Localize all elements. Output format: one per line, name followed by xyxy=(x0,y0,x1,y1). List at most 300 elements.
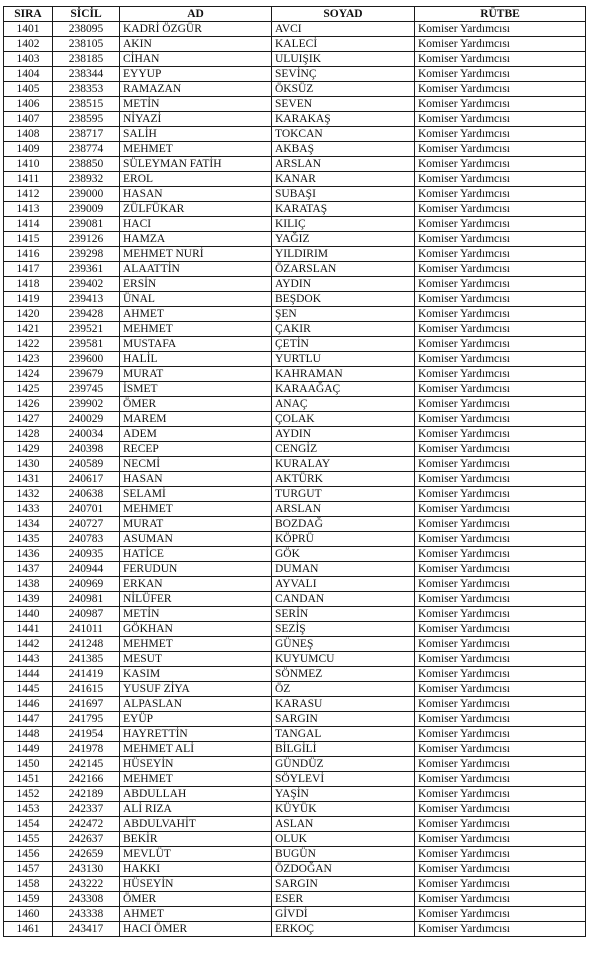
rutbe-cell: Komiser Yardımcısı xyxy=(415,322,586,337)
ad-cell: ALİ RIZA xyxy=(120,802,272,817)
sira-cell: 1442 xyxy=(4,637,53,652)
table-row xyxy=(4,352,586,367)
sicil-cell: 239361 xyxy=(53,262,120,277)
table-row xyxy=(4,577,586,592)
sira-cell: 1411 xyxy=(4,172,53,187)
ad-cell: HASAN xyxy=(120,472,272,487)
sira-cell: 1451 xyxy=(4,772,53,787)
sira-cell: 1456 xyxy=(4,847,53,862)
sicil-cell: 239521 xyxy=(53,322,120,337)
rutbe-cell: Komiser Yardımcısı xyxy=(415,772,586,787)
table-header xyxy=(4,7,586,22)
soyad-cell: GÜNDÜZ xyxy=(272,757,415,772)
rutbe-cell: Komiser Yardımcısı xyxy=(415,712,586,727)
table-row xyxy=(4,697,586,712)
soyad-cell: ARSLAN xyxy=(272,502,415,517)
table-row xyxy=(4,82,586,97)
sira-cell: 1402 xyxy=(4,37,53,52)
ad-cell: HALİL xyxy=(120,352,272,367)
soyad-cell: BİLGİLİ xyxy=(272,742,415,757)
soyad-cell: KALECİ xyxy=(272,37,415,52)
rutbe-cell: Komiser Yardımcısı xyxy=(415,427,586,442)
ad-cell: EYYUP xyxy=(120,67,272,82)
ad-cell: HAYRETTİN xyxy=(120,727,272,742)
ad-cell: HASAN xyxy=(120,187,272,202)
sicil-cell: 239126 xyxy=(53,232,120,247)
table-row xyxy=(4,127,586,142)
table-row xyxy=(4,277,586,292)
sicil-cell: 240727 xyxy=(53,517,120,532)
ad-cell: MEHMET xyxy=(120,502,272,517)
rutbe-cell: Komiser Yardımcısı xyxy=(415,262,586,277)
sira-cell: 1410 xyxy=(4,157,53,172)
table-row xyxy=(4,307,586,322)
table-row xyxy=(4,622,586,637)
rutbe-cell: Komiser Yardımcısı xyxy=(415,232,586,247)
sicil-cell: 243338 xyxy=(53,907,120,922)
ad-cell: METİN xyxy=(120,607,272,622)
rutbe-cell: Komiser Yardımcısı xyxy=(415,157,586,172)
ad-cell: MEHMET xyxy=(120,142,272,157)
sira-cell: 1439 xyxy=(4,592,53,607)
table-row xyxy=(4,457,586,472)
sicil-cell: 241385 xyxy=(53,652,120,667)
sira-cell: 1404 xyxy=(4,67,53,82)
rutbe-cell: Komiser Yardımcısı xyxy=(415,277,586,292)
table-row xyxy=(4,67,586,82)
ad-cell: CİHAN xyxy=(120,52,272,67)
rutbe-cell: Komiser Yardımcısı xyxy=(415,832,586,847)
table-row xyxy=(4,412,586,427)
soyad-cell: BUGÜN xyxy=(272,847,415,862)
sira-cell: 1449 xyxy=(4,742,53,757)
rutbe-cell: Komiser Yardımcısı xyxy=(415,682,586,697)
sira-cell: 1457 xyxy=(4,862,53,877)
sicil-cell: 242189 xyxy=(53,787,120,802)
rutbe-cell: Komiser Yardımcısı xyxy=(415,202,586,217)
sicil-cell: 240589 xyxy=(53,457,120,472)
rutbe-cell: Komiser Yardımcısı xyxy=(415,877,586,892)
table-row xyxy=(4,427,586,442)
soyad-cell: ÖZDOĞAN xyxy=(272,862,415,877)
ad-cell: METİN xyxy=(120,97,272,112)
soyad-cell: CANDAN xyxy=(272,592,415,607)
sicil-cell: 239428 xyxy=(53,307,120,322)
sicil-cell: 240398 xyxy=(53,442,120,457)
sira-cell: 1460 xyxy=(4,907,53,922)
sicil-cell: 238774 xyxy=(53,142,120,157)
soyad-cell: ESER xyxy=(272,892,415,907)
soyad-cell: KILIÇ xyxy=(272,217,415,232)
ad-cell: ABDULVAHİT xyxy=(120,817,272,832)
sira-cell: 1424 xyxy=(4,367,53,382)
sira-cell: 1431 xyxy=(4,472,53,487)
rutbe-cell: Komiser Yardımcısı xyxy=(415,862,586,877)
soyad-cell: SÖNMEZ xyxy=(272,667,415,682)
ad-cell: ABDULLAH xyxy=(120,787,272,802)
sicil-cell: 243417 xyxy=(53,922,120,937)
soyad-cell: AYDIN xyxy=(272,427,415,442)
sira-cell: 1433 xyxy=(4,502,53,517)
sira-cell: 1461 xyxy=(4,922,53,937)
rutbe-cell: Komiser Yardımcısı xyxy=(415,142,586,157)
soyad-cell: OLUK xyxy=(272,832,415,847)
ad-cell: ZÜLFÜKAR xyxy=(120,202,272,217)
rutbe-cell: Komiser Yardımcısı xyxy=(415,652,586,667)
table-row xyxy=(4,292,586,307)
personnel-table xyxy=(3,6,586,937)
rutbe-cell: Komiser Yardımcısı xyxy=(415,817,586,832)
table-row xyxy=(4,727,586,742)
sicil-cell: 239581 xyxy=(53,337,120,352)
sira-cell: 1432 xyxy=(4,487,53,502)
ad-cell: KASIM xyxy=(120,667,272,682)
header-rutbe: RÜTBE xyxy=(415,7,586,22)
ad-cell: KADRİ ÖZGÜR xyxy=(120,22,272,37)
ad-cell: SÜLEYMAN FATİH xyxy=(120,157,272,172)
table-row xyxy=(4,157,586,172)
rutbe-cell: Komiser Yardımcısı xyxy=(415,172,586,187)
ad-cell: MEHMET xyxy=(120,322,272,337)
ad-cell: YUSUF ZİYA xyxy=(120,682,272,697)
sira-cell: 1440 xyxy=(4,607,53,622)
ad-cell: EROL xyxy=(120,172,272,187)
soyad-cell: KÖPRÜ xyxy=(272,532,415,547)
rutbe-cell: Komiser Yardımcısı xyxy=(415,307,586,322)
soyad-cell: SARGIN xyxy=(272,712,415,727)
ad-cell: EYÜP xyxy=(120,712,272,727)
header-ad: AD xyxy=(120,7,272,22)
soyad-cell: ÇOLAK xyxy=(272,412,415,427)
soyad-cell: BEŞDOK xyxy=(272,292,415,307)
sira-cell: 1414 xyxy=(4,217,53,232)
sira-cell: 1401 xyxy=(4,22,53,37)
soyad-cell: TURGUT xyxy=(272,487,415,502)
table-row xyxy=(4,322,586,337)
sira-cell: 1416 xyxy=(4,247,53,262)
sicil-cell: 239402 xyxy=(53,277,120,292)
sicil-cell: 242637 xyxy=(53,832,120,847)
ad-cell: ALPASLAN xyxy=(120,697,272,712)
sicil-cell: 242659 xyxy=(53,847,120,862)
sicil-cell: 239000 xyxy=(53,187,120,202)
rutbe-cell: Komiser Yardımcısı xyxy=(415,502,586,517)
soyad-cell: KARAKAŞ xyxy=(272,112,415,127)
soyad-cell: CENGİZ xyxy=(272,442,415,457)
table-row xyxy=(4,652,586,667)
soyad-cell: AYVALI xyxy=(272,577,415,592)
table-body xyxy=(4,22,586,937)
ad-cell: AHMET xyxy=(120,307,272,322)
ad-cell: MURAT xyxy=(120,367,272,382)
sicil-cell: 238095 xyxy=(53,22,120,37)
table-row xyxy=(4,682,586,697)
soyad-cell: SEZİŞ xyxy=(272,622,415,637)
rutbe-cell: Komiser Yardımcısı xyxy=(415,52,586,67)
sicil-cell: 241248 xyxy=(53,637,120,652)
header-soyad: SOYAD xyxy=(272,7,415,22)
soyad-cell: ULUIŞIK xyxy=(272,52,415,67)
soyad-cell: KANAR xyxy=(272,172,415,187)
rutbe-cell: Komiser Yardımcısı xyxy=(415,472,586,487)
soyad-cell: KAHRAMAN xyxy=(272,367,415,382)
sicil-cell: 240935 xyxy=(53,547,120,562)
soyad-cell: SARGIN xyxy=(272,877,415,892)
soyad-cell: AKBAŞ xyxy=(272,142,415,157)
rutbe-cell: Komiser Yardımcısı xyxy=(415,922,586,937)
rutbe-cell: Komiser Yardımcısı xyxy=(415,562,586,577)
rutbe-cell: Komiser Yardımcısı xyxy=(415,382,586,397)
ad-cell: SALİH xyxy=(120,127,272,142)
sira-cell: 1420 xyxy=(4,307,53,322)
sira-cell: 1441 xyxy=(4,622,53,637)
sira-cell: 1443 xyxy=(4,652,53,667)
sira-cell: 1406 xyxy=(4,97,53,112)
soyad-cell: YILDIRIM xyxy=(272,247,415,262)
rutbe-cell: Komiser Yardımcısı xyxy=(415,352,586,367)
ad-cell: MEHMET xyxy=(120,772,272,787)
table-row xyxy=(4,847,586,862)
ad-cell: GÖKHAN xyxy=(120,622,272,637)
ad-cell: ALAATTİN xyxy=(120,262,272,277)
rutbe-cell: Komiser Yardımcısı xyxy=(415,37,586,52)
sira-cell: 1455 xyxy=(4,832,53,847)
ad-cell: MEHMET NURİ xyxy=(120,247,272,262)
ad-cell: HÜSEYİN xyxy=(120,877,272,892)
table-row xyxy=(4,892,586,907)
sira-cell: 1405 xyxy=(4,82,53,97)
sicil-cell: 240944 xyxy=(53,562,120,577)
sira-cell: 1430 xyxy=(4,457,53,472)
sira-cell: 1436 xyxy=(4,547,53,562)
ad-cell: MESUT xyxy=(120,652,272,667)
rutbe-cell: Komiser Yardımcısı xyxy=(415,442,586,457)
sira-cell: 1447 xyxy=(4,712,53,727)
soyad-cell: KARASU xyxy=(272,697,415,712)
table-row xyxy=(4,472,586,487)
rutbe-cell: Komiser Yardımcısı xyxy=(415,127,586,142)
sicil-cell: 238932 xyxy=(53,172,120,187)
ad-cell: MEHMET xyxy=(120,637,272,652)
soyad-cell: ASLAN xyxy=(272,817,415,832)
sicil-cell: 239009 xyxy=(53,202,120,217)
table-row xyxy=(4,262,586,277)
rutbe-cell: Komiser Yardımcısı xyxy=(415,82,586,97)
rutbe-cell: Komiser Yardımcısı xyxy=(415,607,586,622)
sira-cell: 1426 xyxy=(4,397,53,412)
sira-cell: 1434 xyxy=(4,517,53,532)
ad-cell: NECMİ xyxy=(120,457,272,472)
soyad-cell: YAĞIZ xyxy=(272,232,415,247)
soyad-cell: TANGAL xyxy=(272,727,415,742)
sicil-cell: 240701 xyxy=(53,502,120,517)
soyad-cell: AKTÜRK xyxy=(272,472,415,487)
soyad-cell: SEVEN xyxy=(272,97,415,112)
rutbe-cell: Komiser Yardımcısı xyxy=(415,97,586,112)
sicil-cell: 242472 xyxy=(53,817,120,832)
sicil-cell: 241795 xyxy=(53,712,120,727)
sira-cell: 1446 xyxy=(4,697,53,712)
table-row xyxy=(4,142,586,157)
sicil-cell: 241978 xyxy=(53,742,120,757)
ad-cell: ERSİN xyxy=(120,277,272,292)
sira-cell: 1453 xyxy=(4,802,53,817)
ad-cell: ÖMER xyxy=(120,397,272,412)
soyad-cell: ÖKSÜZ xyxy=(272,82,415,97)
ad-cell: BEKİR xyxy=(120,832,272,847)
sicil-cell: 241419 xyxy=(53,667,120,682)
table-row xyxy=(4,877,586,892)
ad-cell: FERUDUN xyxy=(120,562,272,577)
sira-cell: 1419 xyxy=(4,292,53,307)
ad-cell: HATİCE xyxy=(120,547,272,562)
sira-cell: 1403 xyxy=(4,52,53,67)
ad-cell: ÜNAL xyxy=(120,292,272,307)
sicil-cell: 243308 xyxy=(53,892,120,907)
table-row xyxy=(4,232,586,247)
sira-cell: 1435 xyxy=(4,532,53,547)
table-row xyxy=(4,247,586,262)
ad-cell: ASUMAN xyxy=(120,532,272,547)
rutbe-cell: Komiser Yardımcısı xyxy=(415,457,586,472)
sicil-cell: 240034 xyxy=(53,427,120,442)
rutbe-cell: Komiser Yardımcısı xyxy=(415,292,586,307)
ad-cell: AHMET xyxy=(120,907,272,922)
ad-cell: MUSTAFA xyxy=(120,337,272,352)
soyad-cell: ERKOÇ xyxy=(272,922,415,937)
rutbe-cell: Komiser Yardımcısı xyxy=(415,487,586,502)
rutbe-cell: Komiser Yardımcısı xyxy=(415,577,586,592)
sira-cell: 1409 xyxy=(4,142,53,157)
table-row xyxy=(4,742,586,757)
sicil-cell: 238344 xyxy=(53,67,120,82)
table-row xyxy=(4,802,586,817)
sicil-cell: 241615 xyxy=(53,682,120,697)
table-row xyxy=(4,502,586,517)
table-row xyxy=(4,112,586,127)
table-row xyxy=(4,757,586,772)
sicil-cell: 242166 xyxy=(53,772,120,787)
rutbe-cell: Komiser Yardımcısı xyxy=(415,67,586,82)
rutbe-cell: Komiser Yardımcısı xyxy=(415,757,586,772)
rutbe-cell: Komiser Yardımcısı xyxy=(415,697,586,712)
sicil-cell: 239413 xyxy=(53,292,120,307)
soyad-cell: ÖZARSLAN xyxy=(272,262,415,277)
table-row xyxy=(4,202,586,217)
ad-cell: RECEP xyxy=(120,442,272,457)
rutbe-cell: Komiser Yardımcısı xyxy=(415,667,586,682)
sicil-cell: 243222 xyxy=(53,877,120,892)
soyad-cell: SÖYLEVİ xyxy=(272,772,415,787)
soyad-cell: KUYUMCU xyxy=(272,652,415,667)
rutbe-cell: Komiser Yardımcısı xyxy=(415,787,586,802)
sicil-cell: 240783 xyxy=(53,532,120,547)
sira-cell: 1425 xyxy=(4,382,53,397)
rutbe-cell: Komiser Yardımcısı xyxy=(415,802,586,817)
rutbe-cell: Komiser Yardımcısı xyxy=(415,412,586,427)
rutbe-cell: Komiser Yardımcısı xyxy=(415,847,586,862)
sicil-cell: 240638 xyxy=(53,487,120,502)
soyad-cell: KARATAŞ xyxy=(272,202,415,217)
sira-cell: 1454 xyxy=(4,817,53,832)
rutbe-cell: Komiser Yardımcısı xyxy=(415,742,586,757)
rutbe-cell: Komiser Yardımcısı xyxy=(415,367,586,382)
ad-cell: AKIN xyxy=(120,37,272,52)
sira-cell: 1412 xyxy=(4,187,53,202)
sira-cell: 1429 xyxy=(4,442,53,457)
sicil-cell: 241011 xyxy=(53,622,120,637)
table-row xyxy=(4,97,586,112)
rutbe-cell: Komiser Yardımcısı xyxy=(415,112,586,127)
table-row xyxy=(4,562,586,577)
sicil-cell: 238595 xyxy=(53,112,120,127)
sira-cell: 1407 xyxy=(4,112,53,127)
sicil-cell: 238515 xyxy=(53,97,120,112)
soyad-cell: AYDIN xyxy=(272,277,415,292)
soyad-cell: GÜNEŞ xyxy=(272,637,415,652)
sicil-cell: 241697 xyxy=(53,697,120,712)
soyad-cell: TOKCAN xyxy=(272,127,415,142)
sira-cell: 1437 xyxy=(4,562,53,577)
table-row xyxy=(4,712,586,727)
ad-cell: HACI ÖMER xyxy=(120,922,272,937)
sicil-cell: 240617 xyxy=(53,472,120,487)
rutbe-cell: Komiser Yardımcısı xyxy=(415,892,586,907)
soyad-cell: KARAAĞAÇ xyxy=(272,382,415,397)
sira-cell: 1450 xyxy=(4,757,53,772)
soyad-cell: SERİN xyxy=(272,607,415,622)
sira-cell: 1408 xyxy=(4,127,53,142)
sira-cell: 1423 xyxy=(4,352,53,367)
table-row xyxy=(4,382,586,397)
rutbe-cell: Komiser Yardımcısı xyxy=(415,592,586,607)
rutbe-cell: Komiser Yardımcısı xyxy=(415,547,586,562)
sicil-cell: 239600 xyxy=(53,352,120,367)
sicil-cell: 238353 xyxy=(53,82,120,97)
table-row xyxy=(4,532,586,547)
header-row xyxy=(4,7,586,22)
rutbe-cell: Komiser Yardımcısı xyxy=(415,397,586,412)
table-row xyxy=(4,667,586,682)
header-sira: SIRA xyxy=(4,7,53,22)
ad-cell: NİYAZİ xyxy=(120,112,272,127)
sicil-cell: 238717 xyxy=(53,127,120,142)
soyad-cell: SEVİNÇ xyxy=(272,67,415,82)
table-row xyxy=(4,907,586,922)
sira-cell: 1413 xyxy=(4,202,53,217)
rutbe-cell: Komiser Yardımcısı xyxy=(415,187,586,202)
sira-cell: 1421 xyxy=(4,322,53,337)
soyad-cell: ÇAKIR xyxy=(272,322,415,337)
soyad-cell: ŞEN xyxy=(272,307,415,322)
roster-sheet xyxy=(3,6,586,937)
ad-cell: İSMET xyxy=(120,382,272,397)
soyad-cell: ÖZ xyxy=(272,682,415,697)
table-row xyxy=(4,592,586,607)
sicil-cell: 240987 xyxy=(53,607,120,622)
rutbe-cell: Komiser Yardımcısı xyxy=(415,907,586,922)
rutbe-cell: Komiser Yardımcısı xyxy=(415,727,586,742)
sicil-cell: 240969 xyxy=(53,577,120,592)
table-row xyxy=(4,187,586,202)
table-row xyxy=(4,862,586,877)
rutbe-cell: Komiser Yardımcısı xyxy=(415,22,586,37)
sicil-cell: 239081 xyxy=(53,217,120,232)
sira-cell: 1415 xyxy=(4,232,53,247)
soyad-cell: SUBAŞI xyxy=(272,187,415,202)
sicil-cell: 243130 xyxy=(53,862,120,877)
sira-cell: 1438 xyxy=(4,577,53,592)
